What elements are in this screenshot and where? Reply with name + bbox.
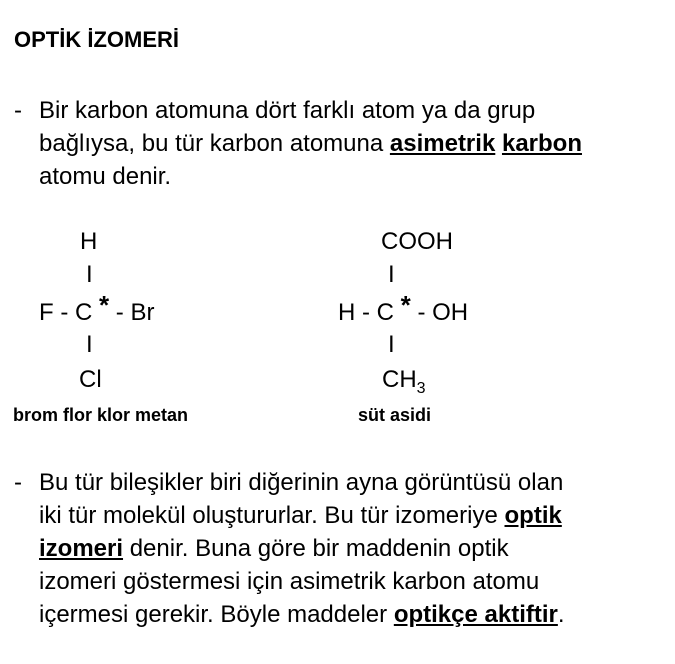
para1-line3: atomu denir. [39, 163, 172, 190]
para1-line1: Bir karbon atomuna dört farklı atom ya da grup [39, 97, 536, 124]
compound-name-2: süt asidi [358, 405, 432, 425]
group-cooh: COOH [381, 228, 453, 255]
atom-cl: Cl [79, 366, 102, 393]
ch-text: CH [382, 366, 417, 393]
bond-bottom: I [388, 331, 395, 358]
bond-top: I [388, 261, 395, 288]
formula2-left: H - C [338, 299, 394, 326]
formula2-center-row [338, 290, 469, 327]
para2-line2-text: iki tür molekül oluştururlar. Bu tür izomeriye [39, 502, 505, 529]
para2-line2 [39, 499, 562, 532]
atom-h: H [80, 228, 98, 255]
para1-line2 [39, 127, 582, 160]
formula2-right: - OH [417, 299, 469, 326]
compound-name-1: brom flor klor metan [13, 405, 189, 425]
page-title: OPTİK İZOMERİ [14, 27, 179, 52]
bond-bottom: I [86, 331, 93, 358]
para2-line3-text: denir. Buna göre bir maddenin optik [123, 535, 509, 562]
term-optikce-aktiftir: optikçe aktiftir [393, 601, 558, 628]
para2-line5-text: içermesi gerekir. Böyle maddeler [39, 601, 394, 628]
formula1-left: F - C [39, 299, 93, 326]
formula1-center-row [39, 290, 155, 327]
para2-line3 [39, 532, 509, 565]
chiral-star: * [400, 290, 411, 320]
term-izomeri: izomeri [39, 535, 124, 562]
para2-line4: izomeri göstermesi için asimetrik karbon atomu [39, 568, 540, 595]
para1-line2-text: bağlıysa, bu tür karbon atomuna [39, 130, 390, 157]
bond-top: I [86, 261, 93, 288]
para2-line5 [39, 598, 565, 631]
period: . [557, 601, 565, 628]
group-ch3 [382, 366, 426, 398]
chiral-star: * [99, 290, 110, 320]
term-asimetrik: asimetrik [389, 130, 496, 157]
bullet-dash: - [14, 97, 22, 124]
term-karbon: karbon [501, 130, 582, 157]
bullet-dash: - [14, 469, 22, 496]
term-optik: optik [504, 502, 562, 529]
formula1-right: - Br [115, 299, 155, 326]
para2-line1: Bu tür bileşikler biri diğerinin ayna görüntüsü olan [39, 469, 564, 496]
subscript-3: 3 [416, 380, 426, 397]
